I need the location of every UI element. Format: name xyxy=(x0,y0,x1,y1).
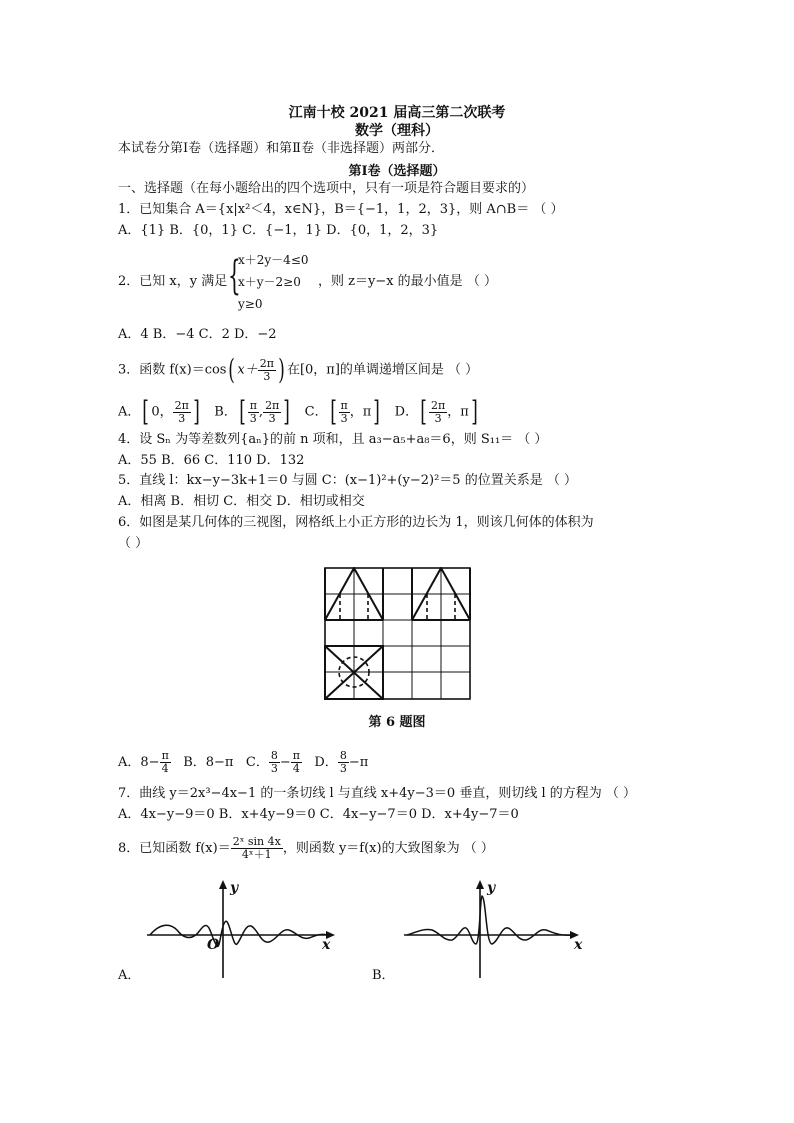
q6-paren: （ ） xyxy=(118,536,149,551)
q3-prefix: 3．函数 f(x)＝cos xyxy=(118,362,227,378)
exam-title: 江南十校 2021 届高三第二次联考 xyxy=(288,105,506,121)
part-title: 第Ⅰ卷（选择题） xyxy=(348,164,446,179)
q8-graph-a-x-label: x xyxy=(322,937,331,953)
q2-constraint-1: x＋2y－4≤0 xyxy=(238,253,309,267)
q3-suffix: 在[0，π]的单调递增区间是 （ ） xyxy=(286,362,479,378)
q1-stem: 1．已知集合 A＝{x|x²＜4，x∈N}，B＝{−1，1，2，3}，则 A∩B＝ （ ） xyxy=(118,202,564,217)
q8-label-a: A． xyxy=(118,968,141,983)
q2-constraint-3: y≥0 xyxy=(238,297,263,311)
q3-stem xyxy=(118,353,479,386)
q2-brace: { xyxy=(228,253,241,299)
q6-stem: 6．如图是某几何体的三视图，网格纸上小正方形的边长为 1，则该几何体的体积为 xyxy=(118,515,594,530)
q8-label-b: B． xyxy=(372,968,395,983)
q2-options: A．4 B．−4 C．2 D．−2 xyxy=(118,327,277,342)
q5-options: A．相离 B．相切 C．相交 D．相切或相交 xyxy=(118,494,365,509)
q3-fraction: $\frac{2\pi}{3}$ xyxy=(259,356,274,383)
q2-prefix: 2．已知 x，y 满足 xyxy=(118,274,228,289)
q8-graph-b-y-label: y xyxy=(487,880,496,896)
q8-suffix: ，则函数 y＝f(x)的大致图象为 （ ） xyxy=(282,841,494,856)
q3-x: x＋ xyxy=(237,362,258,378)
q2-constraint-2: x＋y－2≥0 xyxy=(238,275,301,289)
q6-three-view-figure xyxy=(324,567,472,701)
q2-suffix: ，则 z＝y−x 的最小值是 （ ） xyxy=(318,274,497,289)
q4-stem: 4．设 Sₙ 为等差数列{aₙ}的前 n 项和，且 a₃−a₅+a₈＝6，则 S₁₁＝ （ ） xyxy=(118,432,548,447)
q8-graph-a-origin: O xyxy=(207,937,220,953)
q8-stem xyxy=(118,836,494,861)
q8-graph-a xyxy=(145,878,340,978)
q1-options: A．{1} B．{0，1} C．{−1，1} D．{0，1，2，3} xyxy=(118,223,439,238)
q8-prefix: 8．已知函数 f(x)＝ xyxy=(118,841,231,856)
q3-options: A．[ 0， $\frac{2\pi}{3}$ ] B．[ $\frac{\pi}{3}$ , $\frac{2\pi}{3}$ ] C．[ $\frac{\pi}{3}$ ，π] D．[ $\frac{2\pi}{3}$ ，π] xyxy=(118,395,478,428)
q8-fraction: $\frac{\text{2ˣ sin 4x}}{\text{4ˣ＋1}}$ xyxy=(232,835,281,861)
q5-stem: 5．直线 l：kx−y−3k+1＝0 与圆 C：(x−1)²+(y−2)²＝5 的位置关系是 （ ） xyxy=(118,473,577,488)
q4-options: A．55 B．66 C．110 D．132 xyxy=(118,453,305,468)
q3-rparen: ) xyxy=(278,353,285,386)
q6-caption: 第 6 题图 xyxy=(368,715,426,730)
exam-subtitle: 数学（理科） xyxy=(355,123,439,139)
q8-graph-b-x-label: x xyxy=(574,937,583,953)
q6-options: A．8− $\frac{\pi}{4}$ B．8−π C． $\frac{8}{3}$ − $\frac{\pi}{4}$ D． $\frac{8}{3}$ −π xyxy=(118,749,369,775)
exam-intro: 本试卷分第Ⅰ卷（选择题）和第Ⅱ卷（非选择题）两部分． xyxy=(118,141,444,156)
section-heading: 一、选择题（在每小题给出的四个选项中，只有一项是符合题目要求的） xyxy=(118,181,535,196)
q7-stem: 7．曲线 y＝2x³−4x−1 的一条切线 l 与直线 x+4y−3＝0 垂直，则切线 l 的方程为 （ ） xyxy=(118,786,637,801)
q3-lparen: ( xyxy=(228,353,236,386)
q8-graph-b xyxy=(402,878,597,978)
q8-graph-a-y-label: y xyxy=(230,880,239,896)
q7-options: A．4x−y−9＝0 B．x+4y−9＝0 C．4x−y−7＝0 D．x+4y−7＝0 xyxy=(118,807,519,822)
